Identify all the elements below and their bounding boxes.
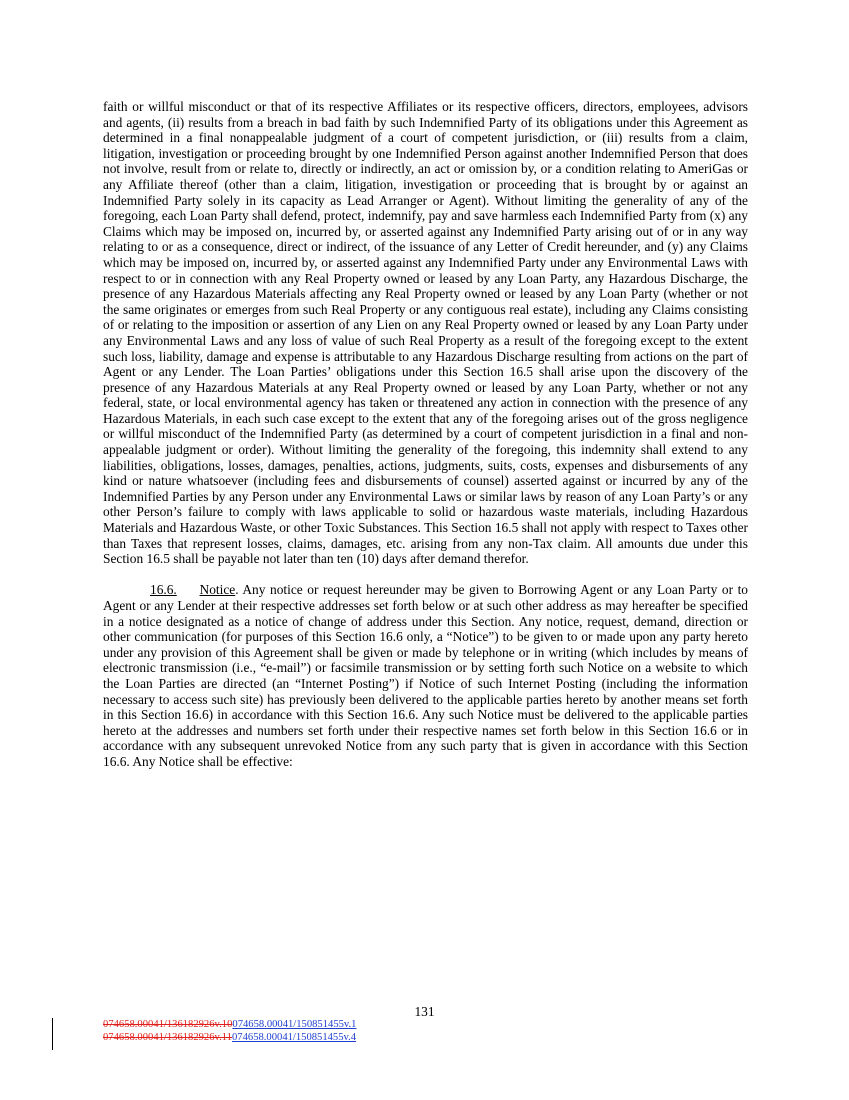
doc-id-inserted: 074658.00041/150851455v.4 (232, 1032, 357, 1043)
page-number: 131 (414, 1004, 435, 1019)
paragraph-indemnification: faith or willful misconduct or that of its respective Affiliates or its respective officers, directors, employees, advisors and agents, (ii) results from a breach in bad faith by such Indemnified Party of its obligations under this Agreement as determined in a final nonappealable judgment of a court of competent jurisdiction, or (iii) results from a claim, litigation, investigation or proceeding brought by one Indemnified Person against another Indemnified Person that does not involve, result from or relate to, directly or indirectly, an act or omission by, or a condition relating to AmeriGas or any Affiliate thereof (other than a claim, litigation, investigation or proceeding that is brought by or against an Indemnified Party solely in its capacity as Lead Arranger or Agent). Without limiting the generality of any of the foregoing, each Loan Party shall defend, protect, indemnify, pay and save harmless each Indemnified Party from (x) any Claims which may be imposed on, incurred by, or asserted against any Indemnified Party arising out of or in any way relating to or as a consequence, direct or indirect, of the issuance of any Letter of Credit hereunder, and (y) any Claims which may be imposed on, incurred by, or asserted against any Indemnified Party under any Environmental Laws with respect to or in connection with any Real Property owned or leased by any Loan Party, any Hazardous Discharge, the presence of any Hazardous Materials affecting any Real Property owned or leased by any Loan Party (whether or not the same originates or emerges from such Real Property or any contiguous real estate), including any Claims consisting of or relating to the imposition or assertion of any Lien on any Real Property owned or leased by any Loan Party under any Environmental Laws and any loss of value of such Real Property as a result of the foregoing except to the extent such loss, liability, damage and expense is attributable to any Hazardous Discharge resulting from actions on the part of Agent or any Lender. The Loan Parties’ obligations under this Section 16.5 shall arise upon the discovery of the presence of any Hazardous Materials at any Real Property owned or leased by any Loan Party, whether or not any federal, state, or local environmental agency has taken or threatened any action in connection with the presence of any Hazardous Materials, in each such case except to the extent that any of the foregoing arises out of the gross negligence or willful misconduct of the Indemnified Party (as determined by a court of competent jurisdiction in a final and non-appealable judgment or order). Without limiting the generality of the foregoing, this indemnity shall extend to any liabilities, obligations, losses, damages, penalties, actions, judgments, suits, costs, expenses and disbursements of any kind or nature whatsoever (including fees and disbursements of counsel) asserted against or incurred by any of the Indemnified Parties by any Person under any Environmental Laws or similar laws by reason of any Loan Party’s or any other Person’s failure to comply with laws applicable to solid or hazardous waste materials, including Hazardous Materials and Hazardous Waste, or other Toxic Substances. This Section 16.5 shall not apply with respect to Taxes other than Taxes that represent losses, claims, damages, etc. arising from any non-Tax claim. All amounts due under this Section 16.5 shall be payable not later than ten (10) days after demand therefor. (103, 99, 749, 567)
document-ids (103, 1018, 356, 1044)
section-number: 16.6. (150, 582, 177, 598)
doc-id-inserted: 074658.00041/150851455v.1 (232, 1019, 357, 1030)
doc-id-line-1 (103, 1018, 356, 1031)
section-title: Notice (199, 582, 236, 598)
change-bar (52, 1018, 53, 1050)
doc-id-deleted: 074658.00041/136182926v.11 (103, 1032, 232, 1043)
doc-id-line-2 (103, 1031, 356, 1044)
notice-text: . Any notice or request hereunder may be given to Borrowing Agent or any Loan Party or to Agent or any Lender at their respective addresses set forth below or at such other address as may hereafter be specified in a notice designated as a notice of change of address under this Section. Any notice, request, demand, direction or other communication (for purposes of this Section 16.6 only, a “Notice”) to be given to or made upon any party hereto under any provision of this Agreement shall be given or made by telephone or in writing (which includes by means of electronic transmission (i.e., “e-mail”) or facsimile transmission or by setting forth such Notice on a website to which the Loan Parties are directed (an “Internet Posting”) if Notice of such Internet Posting (including the information necessary to access such site) has previously been delivered to the applicable parties hereto by another means set forth in this Section 16.6) in accordance with this Section 16.6. Any such Notice must be delivered to the applicable parties hereto at the addresses and numbers set forth under their respective names set forth below in this Section 16.6 or in accordance with any subsequent unrevoked Notice from any such party that is given in accordance with this Section 16.6. Any Notice shall be effective: (103, 582, 748, 769)
document-page (103, 99, 748, 770)
doc-id-deleted: 074658.00041/136182926v.10 (103, 1019, 233, 1030)
paragraph-notice (103, 582, 748, 769)
